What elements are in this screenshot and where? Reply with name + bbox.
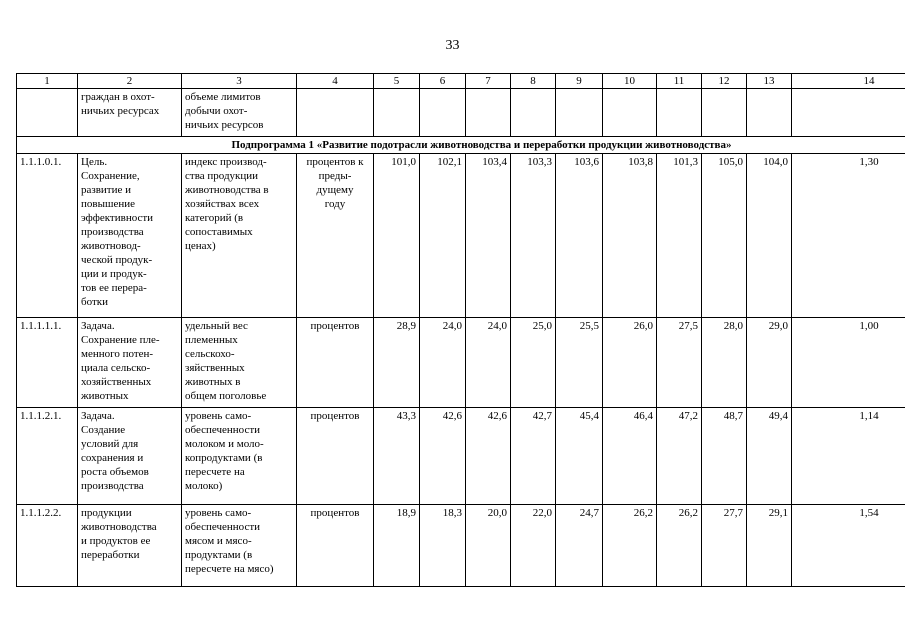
column-number-11: 11 [657,74,702,89]
value-cell: 49,4 [747,408,792,505]
value-cell: 20,0 [466,505,511,587]
column-number-12: 12 [702,74,747,89]
page-number: 33 [445,38,460,53]
value-cell: 26,2 [603,505,657,587]
value-cell: 45,4 [556,408,603,505]
value-cell: 28,0 [702,318,747,408]
row-code: 1.1.1.0.1. [17,154,78,318]
value-cell: 43,3 [374,408,420,505]
cell [466,89,511,137]
value-cell: 29,0 [747,318,792,408]
column-number-14: 14 [792,74,905,89]
cell [657,89,702,137]
column-number-9: 9 [556,74,603,89]
row-code: 1.1.1.2.1. [17,408,78,505]
value-cell: 18,9 [374,505,420,587]
goal-task-name: Задача. Создание условий для сохранения и роста объемов производства [78,408,182,505]
value-cell: 24,7 [556,505,603,587]
unit-of-measure: процентов [297,505,374,587]
table-row [17,318,905,408]
goal-task-name: Цель. Сохранение, развитие и повышение эффективности производства животновод- ческой продук- ции и продук- тов ее перера- ботки [78,154,182,318]
column-number-4: 4 [297,74,374,89]
value-cell: 24,0 [466,318,511,408]
indicator-name: индекс производ- ства продукции животноводства в хозяйствах всех категорий (в сопоставимых ценах) [182,154,297,318]
unit-of-measure: процентов [297,408,374,505]
value-cell: 28,9 [374,318,420,408]
cell [556,89,603,137]
unit-of-measure: процентов к преды- дущему году [297,154,374,318]
value-cell: 104,0 [747,154,792,318]
table-row [17,408,905,505]
cell [603,89,657,137]
table-row [17,505,905,587]
cell: объеме лимитов добычи охот- ничьих ресурсов [182,89,297,137]
value-cell: 22,0 [511,505,556,587]
value-cell: 26,2 [657,505,702,587]
value-cell: 27,5 [657,318,702,408]
value-cell: 46,4 [603,408,657,505]
subprogram-row [17,137,905,154]
value-cell: 26,0 [603,318,657,408]
column-number-5: 5 [374,74,420,89]
value-cell: 25,0 [511,318,556,408]
indicator-name: уровень само- обеспеченности мясом и мясо- продуктами (в пересчете на мясо) [182,505,297,587]
column-number-1: 1 [17,74,78,89]
value-cell: 101,0 [374,154,420,318]
value-cell: 18,3 [420,505,466,587]
ratio-cell: 1,54 [792,505,905,587]
value-cell: 24,0 [420,318,466,408]
goal-task-name: продукции животноводства и продуктов ее переработки [78,505,182,587]
cell [511,89,556,137]
cell [420,89,466,137]
indicator-name: уровень само- обеспеченности молоком и моло- копродуктами (в пересчете на молоко) [182,408,297,505]
column-number-10: 10 [603,74,657,89]
value-cell: 105,0 [702,154,747,318]
value-cell: 42,7 [511,408,556,505]
cell [792,89,905,137]
indicator-name: удельный вес племенных сельскохо- зяйственных животных в общем поголовье [182,318,297,408]
cell [297,89,374,137]
cell [702,89,747,137]
continuation-row [17,89,905,137]
value-cell: 48,7 [702,408,747,505]
subprogram-title: Подпрограмма 1 «Развитие подотрасли животноводства и переработки продукции животноводства» [17,137,905,154]
unit-of-measure: процентов [297,318,374,408]
value-cell: 103,4 [466,154,511,318]
value-cell: 103,3 [511,154,556,318]
value-cell: 103,8 [603,154,657,318]
value-cell: 47,2 [657,408,702,505]
value-cell: 42,6 [466,408,511,505]
table-row [17,154,905,318]
value-cell: 29,1 [747,505,792,587]
value-cell: 25,5 [556,318,603,408]
indicators-table [16,73,905,587]
goal-task-name: Задача. Сохранение пле- менного потен- циала сельско- хозяйственных животных [78,318,182,408]
cell [747,89,792,137]
column-number-2: 2 [78,74,182,89]
column-number-13: 13 [747,74,792,89]
value-cell: 102,1 [420,154,466,318]
row-code: 1.1.1.1.1. [17,318,78,408]
column-number-3: 3 [182,74,297,89]
value-cell: 103,6 [556,154,603,318]
cell: граждан в охот- ничьих ресурсах [78,89,182,137]
ratio-cell: 1,00 [792,318,905,408]
cell [17,89,78,137]
row-code: 1.1.1.2.2. [17,505,78,587]
value-cell: 42,6 [420,408,466,505]
value-cell: 101,3 [657,154,702,318]
column-number-row [17,74,905,89]
ratio-cell: 1,30 [792,154,905,318]
column-number-8: 8 [511,74,556,89]
ratio-cell: 1,14 [792,408,905,505]
cell [374,89,420,137]
column-number-6: 6 [420,74,466,89]
value-cell: 27,7 [702,505,747,587]
column-number-7: 7 [466,74,511,89]
